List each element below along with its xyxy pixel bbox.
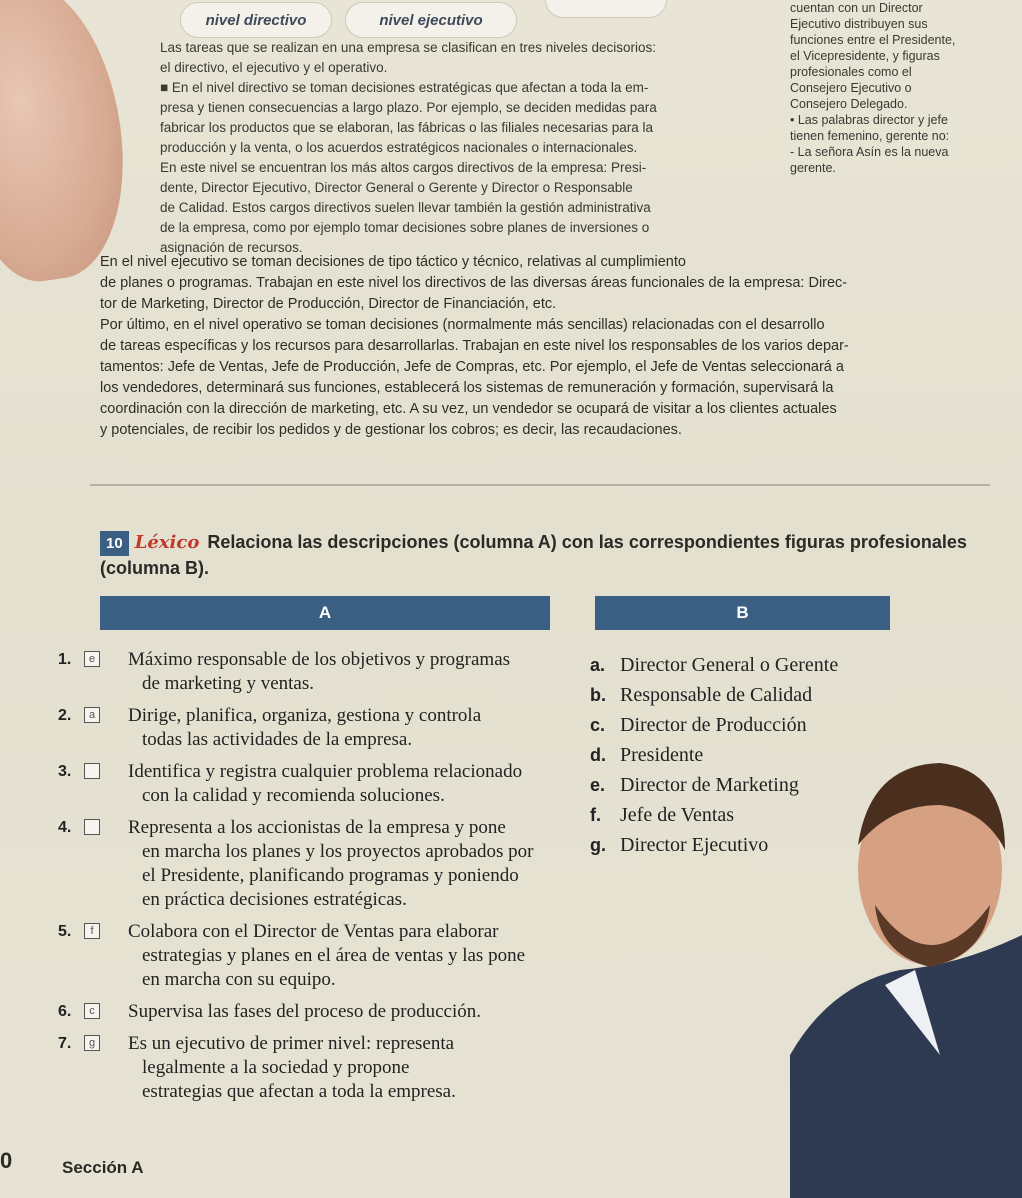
answer-box[interactable]: g [84, 1035, 100, 1051]
operativo-line: de tareas específicas y los recursos para desarrollarlas. Trabajan en este nivel los responsables de los varios depar- [100, 338, 849, 354]
footer [0, 1148, 300, 1188]
side-note-line: Consejero Delegado. [790, 97, 908, 111]
intro-line: el directivo, el ejecutivo y el operativo. [160, 60, 388, 75]
item-text-line: todas las actividades de la empresa. [142, 729, 413, 750]
intro-line: de la empresa, como por ejemplo tomar decisiones sobre planes de inversiones o [160, 220, 650, 235]
ejecutivo-line: tor de Marketing, Director de Producción, Director de Financiación, etc. [100, 296, 557, 312]
item-text-line: el Presidente, planificando programas y poniendo [142, 865, 519, 886]
intro-line: fabricar los productos que se elaboran, las fábricas o las filiales necesarias para la [160, 120, 654, 135]
match-item-b [590, 680, 920, 710]
item-text-line: Dirige, planifica, organiza, gestiona y controla [128, 705, 482, 726]
ejecutivo-line: En el nivel ejecutivo se toman decisiones de tipo táctico y técnico, relativas al cumplimiento [100, 254, 686, 270]
side-note-line: el Vicepresidente, y figuras [790, 49, 940, 63]
item-role: Responsable de Calidad [620, 684, 813, 706]
column-a-list [28, 648, 568, 1112]
item-letter: g. [590, 835, 606, 855]
item-number: 2. [58, 707, 72, 724]
divider [90, 484, 990, 486]
operativo-line: Por último, en el nivel operativo se toman decisiones (normalmente más sencillas) relacionadas con el desarrollo [100, 317, 825, 333]
match-item-a [28, 648, 568, 696]
section-label: Sección A [62, 1158, 144, 1177]
exercise-instruction-cont: (columna B). [100, 558, 210, 578]
item-text-line: estrategias y planes en el área de ventas y las pone [142, 945, 526, 966]
item-text-line: Supervisa las fases del proceso de producción. [128, 1001, 481, 1022]
item-letter: c. [590, 715, 606, 735]
match-item-a [28, 760, 568, 808]
match-item-b [590, 710, 920, 740]
item-role: Director General o Gerente [620, 654, 839, 676]
side-note-line: tienen femenino, gerente no: [790, 129, 950, 143]
operativo-line: tamentos: Jefe de Ventas, Jefe de Producción, Jefe de Compras, etc. Por ejemplo, el Jefe de Ventas seleccionará a [100, 359, 844, 375]
match-item-a [28, 704, 568, 752]
intro-line: de Calidad. Estos cargos directivos suelen llevar también la gestión administrativa [160, 200, 651, 215]
exercise-instruction: Relaciona las descripciones (columna A) con las correspondientes figuras profesionales [207, 532, 967, 552]
side-note-line: Consejero Ejecutivo o [790, 81, 912, 95]
item-text-line: en marcha con su equipo. [142, 969, 336, 990]
item-text-line: de marketing y ventas. [142, 673, 315, 694]
item-text-line: con la calidad y recomienda soluciones. [142, 785, 445, 806]
intro-line: Las tareas que se realizan en una empresa se clasifican en tres niveles decisorios: [160, 40, 657, 55]
answer-box[interactable]: f [84, 923, 100, 939]
side-note-line: profesionales como el [790, 65, 912, 79]
item-text-line: Es un ejecutivo de primer nivel: representa [128, 1033, 455, 1054]
item-letter: e. [590, 775, 606, 795]
intro-line: presa y tienen consecuencias a largo plazo. Por ejemplo, se deciden medidas para [160, 100, 657, 115]
operativo-line: coordinación con la dirección de marketing, etc. A su vez, un vendedor se ocupará de visitar a los clientes actuales [100, 401, 837, 417]
pill-nivel-operativo-partial [545, 0, 667, 18]
levels-paragraphs [100, 252, 980, 441]
item-letter: a. [590, 655, 606, 675]
intro-line: producción y la venta, o los acuerdos estratégicos nacionales o internacionales. [160, 140, 638, 155]
intro-line: dente, Director Ejecutivo, Director General o Gerente y Director o Responsable [160, 180, 633, 195]
item-role: Director de Producción [620, 714, 807, 736]
item-text-line: Colabora con el Director de Ventas para elaborar [128, 921, 499, 942]
ejecutivo-line: de planes o programas. Trabajan en este nivel los directivos de las diversas áreas funcionales de la empresa: Direc- [100, 275, 848, 291]
item-text-line: Identifica y registra cualquier problema relacionado [128, 761, 523, 782]
item-number: 6. [58, 1003, 72, 1020]
hand-photo [0, 0, 140, 290]
match-item-a [28, 816, 568, 912]
answer-box[interactable]: c [84, 1003, 100, 1019]
nivel-ejecutivo-paragraph [100, 252, 980, 315]
item-letter: d. [590, 745, 606, 765]
exercise-number: 10 [100, 531, 129, 556]
item-role: Director Ejecutivo [620, 834, 769, 856]
item-role: Jefe de Ventas [620, 804, 735, 826]
pill-nivel-directivo: nivel directivo [180, 2, 332, 38]
page-number: 0 [0, 1148, 13, 1173]
item-letter: f. [590, 805, 601, 825]
match-item-a [28, 920, 568, 992]
side-note [790, 0, 1022, 240]
intro-line: En este nivel se encuentran los más altos cargos directivos de la empresa: Presi- [160, 160, 647, 175]
item-number: 7. [58, 1035, 72, 1052]
side-note-line: funciones entre el Presidente, [790, 33, 956, 47]
item-text-line: legalmente a la sociedad y propone [142, 1057, 410, 1078]
nivel-operativo-paragraph [100, 315, 980, 441]
intro-paragraph [160, 38, 730, 258]
item-role: Presidente [620, 744, 704, 766]
column-b-header: B [595, 596, 890, 630]
item-text-line: Máximo responsable de los objetivos y programas [128, 649, 511, 670]
exercise-heading [100, 530, 1000, 581]
side-note-line: gerente. [790, 161, 836, 175]
match-item-b [590, 650, 920, 680]
operativo-line: y potenciales, de recibir los pedidos y de gestionar los cobros; es decir, las recaudaciones. [100, 422, 682, 438]
item-letter: b. [590, 685, 606, 705]
item-text-line: Representa a los accionistas de la empresa y pone [128, 817, 506, 838]
answer-box[interactable] [84, 763, 100, 779]
businessman-photo [790, 755, 1022, 1198]
side-note-line: • Las palabras director y jefe [790, 113, 948, 127]
intro-line: asignación de recursos. [160, 240, 303, 255]
item-text-line: en marcha los planes y los proyectos aprobados por [142, 841, 534, 862]
item-number: 1. [58, 651, 72, 668]
answer-box[interactable]: a [84, 707, 100, 723]
operativo-line: los vendedores, determinará sus funciones, establecerá los sistemas de remuneración y formación, supervisará la [100, 380, 834, 396]
pill-nivel-ejecutivo: nivel ejecutivo [345, 2, 517, 38]
item-text-line: en práctica decisiones estratégicas. [142, 889, 407, 910]
intro-line: ■ En el nivel directivo se toman decisiones estratégicas que afectan a toda la em- [160, 80, 649, 95]
match-item-a [28, 1032, 568, 1104]
item-number: 4. [58, 819, 72, 836]
item-number: 3. [58, 763, 72, 780]
answer-box[interactable]: e [84, 651, 100, 667]
item-text-line: estrategias que afectan a toda la empresa. [142, 1081, 456, 1102]
item-role: Director de Marketing [620, 774, 799, 796]
answer-box[interactable] [84, 819, 100, 835]
column-a-header: A [100, 596, 550, 630]
lexico-tag: Léxico [134, 532, 200, 553]
side-note-line: Ejecutivo distribuyen sus [790, 17, 928, 31]
side-note-line: cuentan con un Director [790, 1, 923, 15]
item-number: 5. [58, 923, 72, 940]
match-item-a [28, 1000, 568, 1024]
side-note-line: - La señora Asín es la nueva [790, 145, 949, 159]
suit-jacket [790, 935, 1022, 1198]
